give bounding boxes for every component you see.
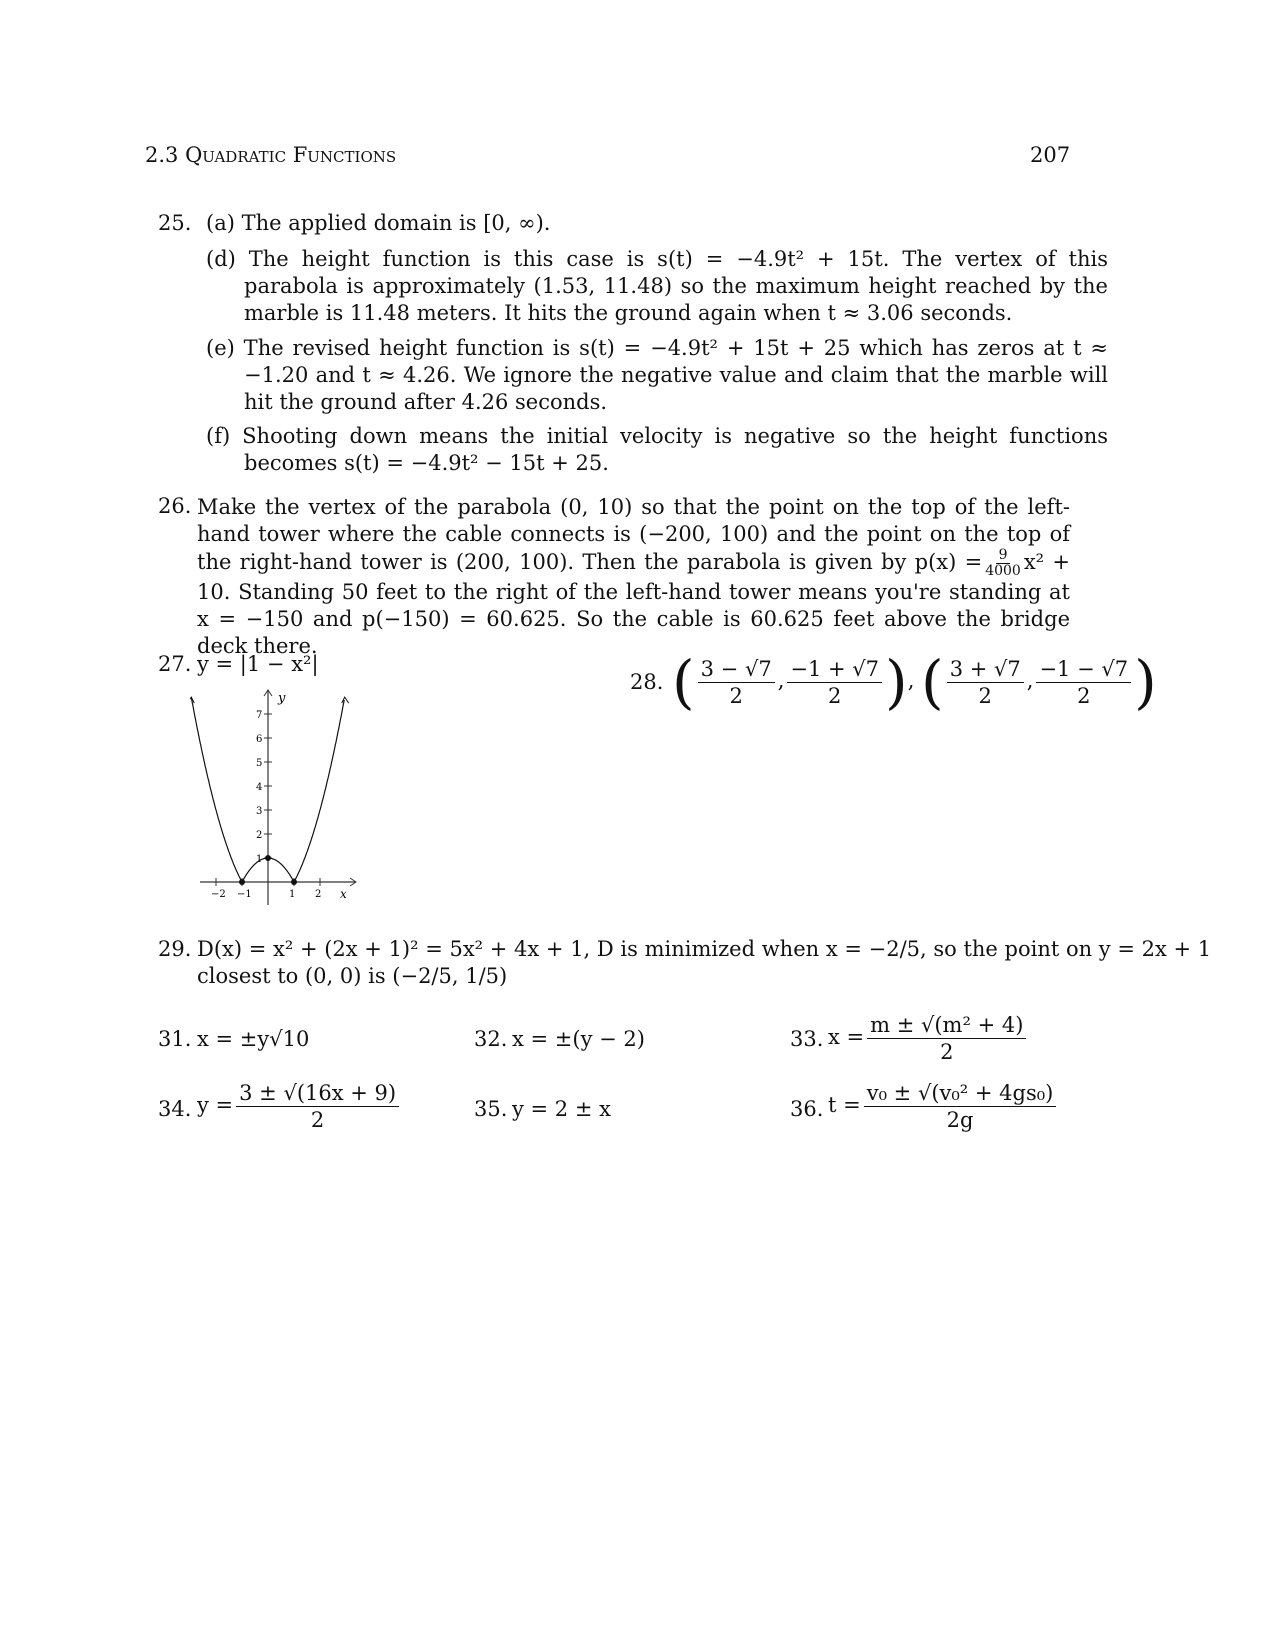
x-axis-label: x bbox=[340, 887, 347, 901]
item-number: 36. bbox=[790, 1097, 824, 1121]
y-tick-label: 1 bbox=[256, 854, 263, 865]
answer-33 bbox=[828, 1012, 1029, 1065]
item-number: 32. bbox=[474, 1027, 508, 1051]
item-number: 35. bbox=[474, 1097, 508, 1121]
numerator: m ± √(m² + 4) bbox=[867, 1012, 1026, 1039]
denominator: 2 bbox=[978, 683, 992, 708]
point bbox=[291, 879, 297, 885]
answer-31: x = ±y√10 bbox=[197, 1027, 310, 1051]
equation: y = |1 − x²| bbox=[197, 652, 319, 676]
answer-26-text: Make the vertex of the parabola (0, 10) so that the point on the top of the left-hand tower where the cable connects is (−200, 100) and the point on the top of the right-hand tower is (200, 100). Then the parabola is given by p(x) = bbox=[197, 495, 1070, 574]
denominator: 2 bbox=[828, 683, 842, 708]
point bbox=[265, 855, 271, 861]
graph-abs-parabola bbox=[190, 680, 370, 910]
y-axis-label: y bbox=[278, 691, 286, 706]
y-tick-label: 2 bbox=[256, 830, 263, 841]
x-tick-label: 2 bbox=[315, 889, 322, 900]
numerator: v₀ ± √(v₀² + 4gs₀) bbox=[864, 1080, 1057, 1107]
y-tick-label: 7 bbox=[256, 710, 263, 721]
denominator: 4000 bbox=[985, 563, 1021, 579]
numerator: 3 − √7 bbox=[698, 656, 775, 683]
answer-32: x = ±(y − 2) bbox=[512, 1027, 645, 1051]
item-number: 25. bbox=[158, 211, 192, 235]
x-tick-label: −1 bbox=[237, 889, 252, 900]
item-number: 33. bbox=[790, 1027, 824, 1051]
item-number: 27. bbox=[158, 652, 192, 676]
lhs: x = bbox=[828, 1025, 865, 1049]
numerator: 9 bbox=[996, 548, 1011, 564]
answer-29-line1: D(x) = x² + (2x + 1)² = 5x² + 4x + 1, D is minimized when x = −2/5, so the point on y = 2x + 1 bbox=[197, 937, 1212, 961]
section-header: 2.3 Quadratic Functions bbox=[145, 143, 397, 167]
lhs: t = bbox=[828, 1093, 861, 1117]
x-tick-label: 1 bbox=[289, 889, 296, 900]
item-number: 34. bbox=[158, 1097, 192, 1121]
numerator: 3 + √7 bbox=[947, 656, 1024, 683]
denominator: 2g bbox=[946, 1108, 974, 1132]
y-tick-label: 6 bbox=[256, 734, 263, 745]
answer-35: y = 2 ± x bbox=[512, 1097, 611, 1121]
answer-36 bbox=[828, 1080, 1059, 1133]
answer-26-text: x² + 10. Standing 50 feet to the right of the left-hand tower means you're standing at x = −150 and p(−150) = 60.625. So the cable is 60.625 feet above the bridge deck there. bbox=[197, 550, 1070, 658]
answer-25f: (f) Shooting down means the initial velocity is negative so the height functions becomes s(t) = −4.9t² − 15t + 25. bbox=[206, 424, 1108, 475]
item-number: 26. bbox=[158, 494, 192, 518]
answer-29-line2: closest to (0, 0) is (−2/5, 1/5) bbox=[197, 964, 508, 988]
answer-25d: (d) The height function is this case is s(t) = −4.9t² + 15t. The vertex of this parabola is approximately (1.53, 11.48) so the maximum height reached by the marble is 11.48 meters. It hits the ground again when t ≈ 3.06 seconds. bbox=[206, 247, 1108, 325]
numerator: 3 ± √(16x + 9) bbox=[236, 1080, 399, 1107]
denominator: 2 bbox=[310, 1108, 325, 1132]
item-number: 31. bbox=[158, 1027, 192, 1051]
y-tick-label: 5 bbox=[256, 758, 263, 769]
answer-28: ( $\frac{3 - √7}{2}$ , $\frac{-1 + √7}{2}$ ), ( $\frac{3 + √7}{2}$ , $\frac{-1 - √7}{2}$ ) bbox=[672, 648, 1157, 716]
answer-25e: (e) The revised height function is s(t) = −4.9t² + 15t + 25 which has zeros at t ≈ −1.20 and t ≈ 4.26. We ignore the negative value and claim that the marble will hit the ground after 4.26 seconds. bbox=[206, 336, 1108, 414]
answer-25a: (a) The applied domain is [0, ∞). bbox=[206, 211, 551, 235]
y-tick-label: 4 bbox=[256, 782, 263, 793]
answer-26 bbox=[197, 494, 1070, 660]
denominator: 2 bbox=[940, 1040, 954, 1064]
fraction bbox=[985, 548, 1021, 579]
item-number: 28. bbox=[630, 670, 664, 694]
x-tick-label: −2 bbox=[211, 889, 226, 900]
answer-34 bbox=[197, 1080, 402, 1133]
item-number: 29. bbox=[158, 937, 192, 961]
page-number: 207 bbox=[1030, 143, 1071, 167]
numerator: −1 + √7 bbox=[787, 656, 882, 683]
lhs: y = bbox=[197, 1093, 234, 1117]
point bbox=[239, 879, 245, 885]
curve-arrow-icon bbox=[342, 697, 349, 703]
denominator: 2 bbox=[729, 683, 743, 708]
numerator: −1 − √7 bbox=[1036, 656, 1131, 683]
y-tick-label: 3 bbox=[256, 806, 263, 817]
denominator: 2 bbox=[1077, 683, 1091, 708]
